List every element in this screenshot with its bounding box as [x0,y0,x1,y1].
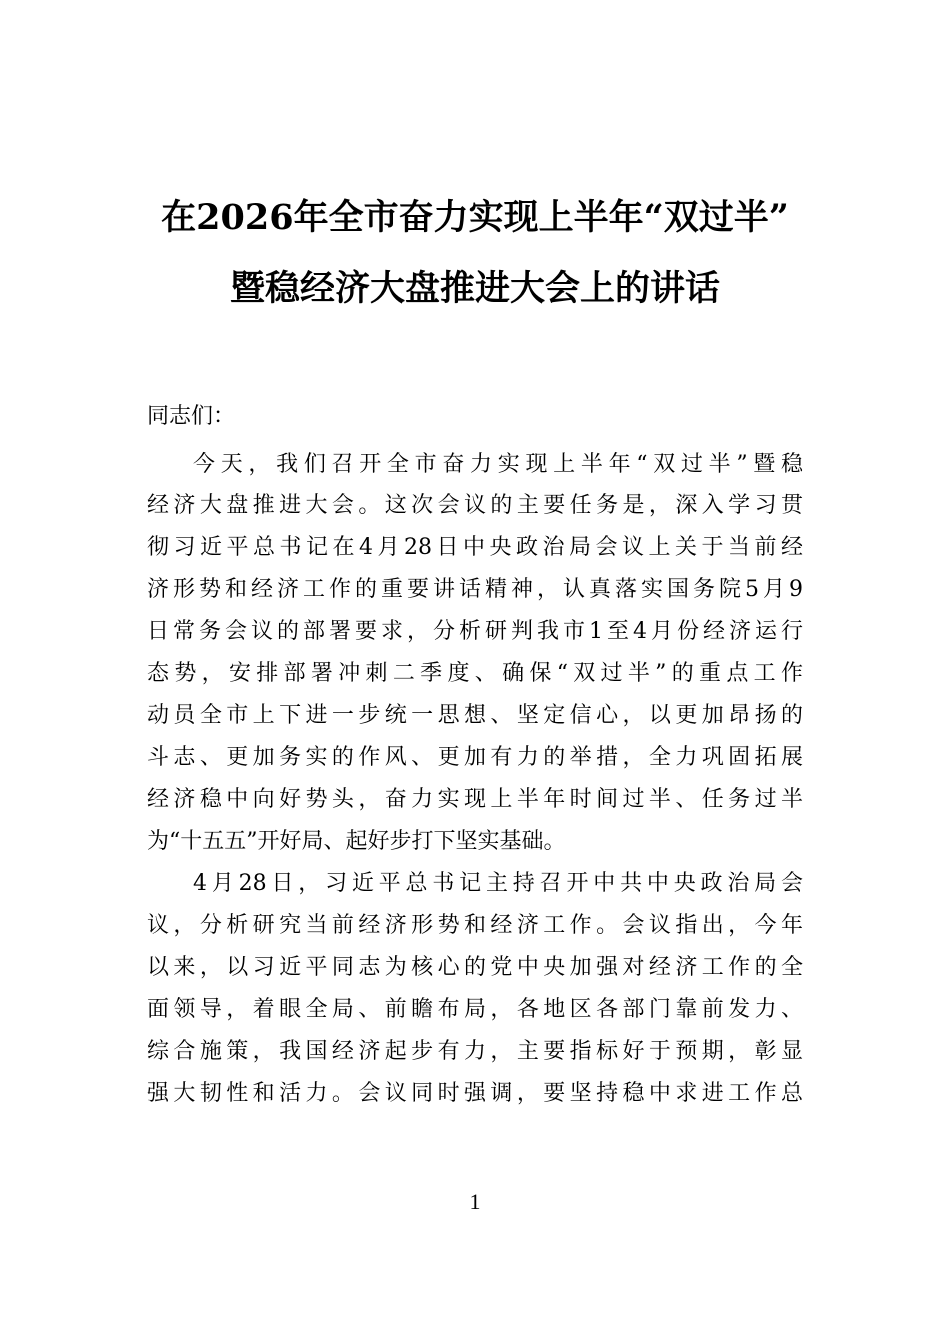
page-number: 1 [469,1189,481,1214]
salutation: 同志们： [147,404,236,429]
paragraph-line: 面领导，着眼全局、前瞻布局，各地区各部门靠前发力、 [147,997,803,1022]
paragraph-line: 日常务会议的部署要求，分析研判我市1至4月份经济运行 [147,619,803,644]
paragraph-line: 斗志、更加务实的作风、更加有力的举措，全力巩固拓展 [147,745,803,770]
document-title-line-1: 在2026年全市奋力实现上半年“双过半” [161,197,789,238]
paragraph-line: 以来，以习近平同志为核心的党中央加强对经济工作的全 [147,955,803,980]
paragraph-line: 强大韧性和活力。会议同时强调，要坚持稳中求进工作总 [147,1081,803,1106]
paragraph-line: 综合施策，我国经济起步有力，主要指标好于预期，彰显 [147,1039,803,1064]
paragraph-line: 为“十五五”开好局、起好步打下坚实基础。 [147,829,566,854]
paragraph-line: 经济稳中向好势头，奋力实现上半年时间过半、任务过半 [147,787,803,812]
paragraph-line: 今天，我们召开全市奋力实现上半年“双过半”暨稳 [193,452,803,477]
paragraph-line: 议，分析研究当前经济形势和经济工作。会议指出，今年 [147,913,803,938]
paragraph-line: 经济大盘推进大会。这次会议的主要任务是，深入学习贯 [147,493,803,518]
paragraph-line: 4月28日，习近平总书记主持召开中共中央政治局会 [193,871,803,896]
paragraph-line: 彻习近平总书记在4月28日中央政治局会议上关于当前经 [147,535,803,560]
document-title-line-2: 暨稳经济大盘推进大会上的讲话 [229,268,720,309]
paragraph-line: 动员全市上下进一步统一思想、坚定信心，以更加昂扬的 [147,703,803,728]
paragraph-line: 态势，安排部署冲刺二季度、确保“双过半”的重点工作 [147,661,803,686]
paragraph-line: 济形势和经济工作的重要讲话精神，认真落实国务院5月9 [147,577,803,602]
